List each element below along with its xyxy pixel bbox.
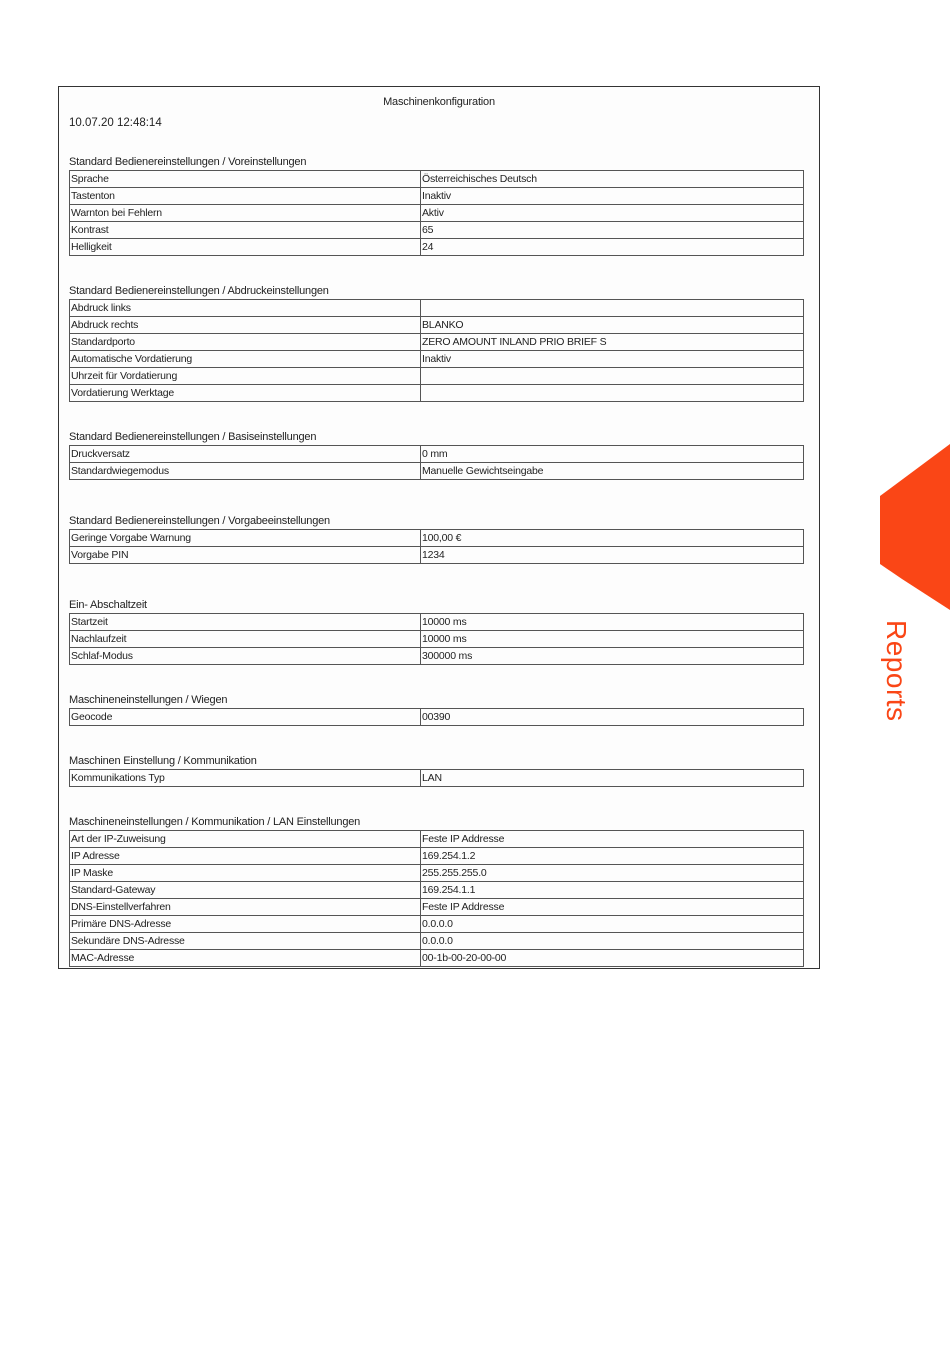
setting-value: 0.0.0.0 xyxy=(421,933,804,950)
setting-name: Kontrast xyxy=(70,222,421,239)
setting-value: 255.255.255.0 xyxy=(421,865,804,882)
setting-value xyxy=(421,368,804,385)
setting-name: Automatische Vordatierung xyxy=(70,351,421,368)
table-row xyxy=(70,831,804,848)
setting-value: 10000 ms xyxy=(421,631,804,648)
setting-name: Helligkeit xyxy=(70,239,421,256)
setting-value: Aktiv xyxy=(421,205,804,222)
setting-value: Feste IP Addresse xyxy=(421,831,804,848)
table-row xyxy=(70,239,804,256)
table-row xyxy=(70,530,804,547)
settings-table xyxy=(69,299,804,402)
table-row xyxy=(70,171,804,188)
setting-name: Standardporto xyxy=(70,334,421,351)
setting-name: Vordatierung Werktage xyxy=(70,385,421,402)
report-title: Maschinenkonfiguration xyxy=(383,96,495,108)
setting-value: Inaktiv xyxy=(421,351,804,368)
setting-value: ZERO AMOUNT INLAND PRIO BRIEF S xyxy=(421,334,804,351)
configuration-report-scan xyxy=(58,86,820,969)
table-row xyxy=(70,916,804,933)
setting-value: 0.0.0.0 xyxy=(421,916,804,933)
setting-name: MAC-Adresse xyxy=(70,950,421,967)
setting-value: BLANKO xyxy=(421,317,804,334)
setting-name: Kommunikations Typ xyxy=(70,770,421,787)
reports-tab-label: Reports xyxy=(881,620,912,722)
table-row xyxy=(70,300,804,317)
setting-value xyxy=(421,300,804,317)
setting-name: Standardwiegemodus xyxy=(70,463,421,480)
setting-value xyxy=(421,385,804,402)
setting-name: DNS-Einstellverfahren xyxy=(70,899,421,916)
table-row xyxy=(70,446,804,463)
section-heading: Standard Bedienereinstellungen / Voreinstellungen xyxy=(69,156,307,168)
setting-value: 0 mm xyxy=(421,446,804,463)
setting-name: Standard-Gateway xyxy=(70,882,421,899)
settings-table xyxy=(69,170,804,256)
setting-value: 10000 ms xyxy=(421,614,804,631)
table-row xyxy=(70,899,804,916)
setting-name: Warnton bei Fehlern xyxy=(70,205,421,222)
table-row xyxy=(70,188,804,205)
setting-value: 00-1b-00-20-00-00 xyxy=(421,950,804,967)
table-row xyxy=(70,848,804,865)
settings-table xyxy=(69,613,804,665)
table-row xyxy=(70,614,804,631)
report-section xyxy=(69,155,807,256)
table-row xyxy=(70,334,804,351)
table-row xyxy=(70,865,804,882)
setting-name: Nachlaufzeit xyxy=(70,631,421,648)
table-row xyxy=(70,770,804,787)
setting-value: 300000 ms xyxy=(421,648,804,665)
table-row xyxy=(70,933,804,950)
table-row xyxy=(70,709,804,726)
setting-value: Österreichisches Deutsch xyxy=(421,171,804,188)
table-row xyxy=(70,351,804,368)
setting-name: Abdruck links xyxy=(70,300,421,317)
section-heading: Maschineneinstellungen / Kommunikation / LAN Einstellungen xyxy=(69,816,361,828)
section-heading: Maschinen Einstellung / Kommunikation xyxy=(69,755,257,767)
table-row xyxy=(70,547,804,564)
section-heading: Ein- Abschaltzeit xyxy=(69,599,147,611)
setting-name: Sekundäre DNS-Adresse xyxy=(70,933,421,950)
settings-table xyxy=(69,445,804,480)
settings-table xyxy=(69,769,804,787)
setting-name: Druckversatz xyxy=(70,446,421,463)
report-section xyxy=(69,430,807,480)
settings-table xyxy=(69,708,804,726)
setting-value: Manuelle Gewichtseingabe xyxy=(421,463,804,480)
setting-name: Schlaf-Modus xyxy=(70,648,421,665)
section-heading: Standard Bedienereinstellungen / Basiseinstellungen xyxy=(69,431,317,443)
table-row xyxy=(70,222,804,239)
table-row xyxy=(70,385,804,402)
settings-table xyxy=(69,830,804,967)
table-row xyxy=(70,631,804,648)
section-heading: Standard Bedienereinstellungen / Vorgabeeinstellungen xyxy=(69,515,330,527)
setting-name: Art der IP-Zuweisung xyxy=(70,831,421,848)
setting-name: Abdruck rechts xyxy=(70,317,421,334)
table-row xyxy=(70,368,804,385)
setting-value: 00390 xyxy=(421,709,804,726)
setting-value: Feste IP Addresse xyxy=(421,899,804,916)
table-row xyxy=(70,463,804,480)
report-timestamp: 10.07.20 12:48:14 xyxy=(69,117,162,129)
report-section xyxy=(69,514,807,564)
table-row xyxy=(70,317,804,334)
setting-name: IP Maske xyxy=(70,865,421,882)
setting-name: Tastenton xyxy=(70,188,421,205)
settings-table xyxy=(69,529,804,564)
setting-name: Uhrzeit für Vordatierung xyxy=(70,368,421,385)
setting-name: Geocode xyxy=(70,709,421,726)
setting-name: IP Adresse xyxy=(70,848,421,865)
report-section xyxy=(69,815,807,967)
table-row xyxy=(70,205,804,222)
setting-value: 169.254.1.2 xyxy=(421,848,804,865)
report-section xyxy=(69,754,807,787)
table-row xyxy=(70,950,804,967)
setting-value: 169.254.1.1 xyxy=(421,882,804,899)
report-sections xyxy=(69,155,807,967)
setting-name: Startzeit xyxy=(70,614,421,631)
report-section xyxy=(69,598,807,665)
report-section xyxy=(69,284,807,402)
table-row xyxy=(70,882,804,899)
setting-name: Sprache xyxy=(70,171,421,188)
report-section xyxy=(69,693,807,726)
setting-value: Inaktiv xyxy=(421,188,804,205)
setting-value: 65 xyxy=(421,222,804,239)
section-heading: Standard Bedienereinstellungen / Abdruckeinstellungen xyxy=(69,285,329,297)
setting-name: Vorgabe PIN xyxy=(70,547,421,564)
setting-value: 24 xyxy=(421,239,804,256)
setting-value: 1234 xyxy=(421,547,804,564)
setting-name: Primäre DNS-Adresse xyxy=(70,916,421,933)
setting-name: Geringe Vorgabe Warnung xyxy=(70,530,421,547)
table-row xyxy=(70,648,804,665)
reports-tab-shape xyxy=(880,444,950,610)
setting-value: 100,00 € xyxy=(421,530,804,547)
section-heading: Maschineneinstellungen / Wiegen xyxy=(69,694,228,706)
setting-value: LAN xyxy=(421,770,804,787)
